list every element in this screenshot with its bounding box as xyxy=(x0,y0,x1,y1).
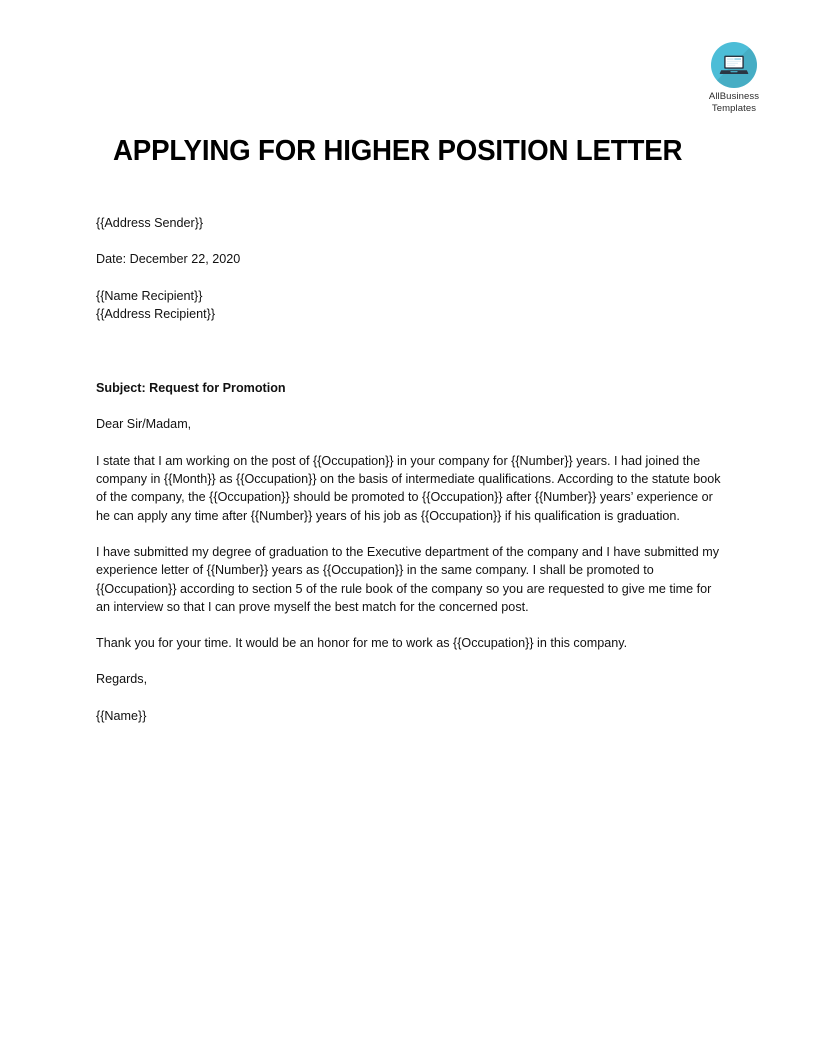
recipient-name: {{Name Recipient}} xyxy=(96,288,203,303)
letter-body xyxy=(96,214,722,725)
brand-name xyxy=(692,91,776,114)
page-title: APPLYING FOR HIGHER POSITION LETTER xyxy=(113,135,683,168)
brand-name-line-1: AllBusiness xyxy=(708,91,760,102)
subject-line: Subject: Request for Promotion xyxy=(96,381,286,396)
spacer xyxy=(96,323,722,379)
spacer xyxy=(96,616,722,634)
laptop-icon xyxy=(719,54,749,76)
spacer xyxy=(96,689,722,707)
brand-logo-circle xyxy=(711,42,757,88)
body-paragraph-1: I state that I am working on the post of {{Occupation}} in your company for {{Number}} years. I had joined the company in {{Month}} as {{Occupation}} on the basis of intermediate qualifications. According to the statute book of the company, the {{Occupation}} should be promoted to {{Occupation}} after {{Number}} years’ experience or he can apply any time after {{Number}} years of his job as {{Occupation}} if his qualification is graduation. xyxy=(96,453,721,523)
spacer xyxy=(96,525,722,543)
body-paragraph-3: Thank you for your time. It would be an honor for me to work as {{Occupation}} in this company. xyxy=(96,636,628,651)
spacer xyxy=(96,232,722,250)
closing-line: Regards, xyxy=(96,672,148,687)
brand-logo xyxy=(692,42,776,114)
spacer xyxy=(96,652,722,670)
salutation: Dear Sir/Madam, xyxy=(96,417,192,432)
recipient-address: {{Address Recipient}} xyxy=(96,306,216,321)
sender-address: {{Address Sender}} xyxy=(96,216,204,230)
body-paragraph-2: I have submitted my degree of graduation to the Executive department of the company and I have submitted my experience letter of {{Number}} years as {{Occupation}} in the same company. I shall be promoted to {{Occupation}} according to section 5 of the rule book of the company so you are requested to give me time for an interview so that I can prove myself the best match for the concerned post. xyxy=(96,544,720,614)
signature-name: {{Name}} xyxy=(96,708,147,723)
date-line: Date: December 22, 2020 xyxy=(96,252,241,267)
spacer xyxy=(96,397,722,415)
brand-name-line-2: Templates xyxy=(711,102,757,114)
spacer xyxy=(96,269,722,287)
spacer xyxy=(96,434,722,452)
